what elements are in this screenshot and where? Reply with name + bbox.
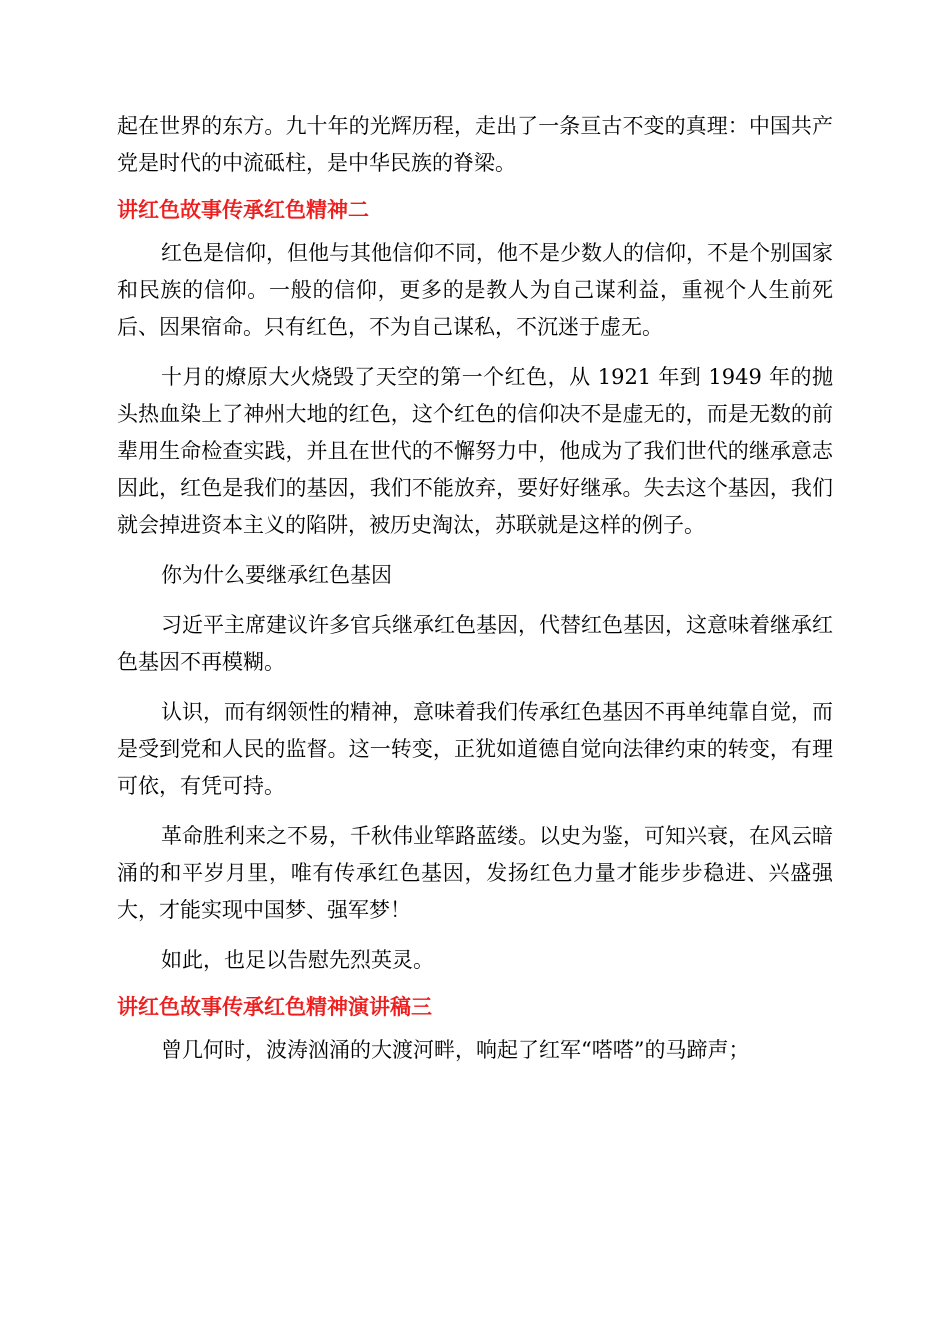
paragraph-comfort-martyrs: 如此，也足以告慰先烈英灵。 <box>161 948 434 972</box>
paragraph-xi-suggestion: 习近平主席建议许多官兵继承红色基因，代替红色基因，这意味着继承红色基因不再模糊。 <box>117 613 833 674</box>
document-body <box>117 108 833 1082</box>
section-heading-three: 讲红色故事传承红色精神演讲稿三 <box>117 995 432 1019</box>
paragraph-why-inherit: 你为什么要继承红色基因 <box>161 563 392 587</box>
paragraph-october-fire: 十月的燎原大火烧毁了天空的第一个红色，从 1921 年到 1949 年的抛头热血染上了神州大地的红色，这个红色的信仰决不是虚无的，而是无数的前辈用生命检查实践，并且在世代的不懈努力中，他成为了我们世代的继承意志因此，红色是我们的基因，我们不能放弃，要好好继承。失去这个基因，我们就会掉进资本主义的陷阱，被历史淘汰，苏联就是这样的例子。 <box>117 365 833 537</box>
paragraph-red-is-faith: 红色是信仰，但他与其他信仰不同，他不是少数人的信仰，不是个别国家和民族的信仰。一般的信仰，更多的是教人为自己谋利益，重视个人生前死后、因果宿命。只有红色，不为自己谋私，不沉迷于虚无。 <box>117 241 833 339</box>
paragraph-revolution-victory: 革命胜利来之不易，千秋伟业筚路蓝缕。以史为鉴，可知兴衰，在风云暗涌的和平岁月里，唯有传承红色基因，发扬红色力量才能步步稳进、兴盛强大，才能实现中国梦、强军梦！ <box>117 824 833 922</box>
section-heading-two: 讲红色故事传承红色精神二 <box>117 198 369 222</box>
paragraph-dadu-river: 曾几何时，波涛汹涌的大渡河畔，响起了红军“嗒嗒”的马蹄声； <box>161 1038 750 1062</box>
paragraph-understanding: 认识，而有纲领性的精神，意味着我们传承红色基因不再单纯靠自觉，而是受到党和人民的监督。这一转变，正犹如道德自觉向法律约束的转变，有理可依，有凭可持。 <box>117 700 833 798</box>
paragraph-intro-continuation: 起在世界的东方。九十年的光辉历程，走出了一条亘古不变的真理：中国共产党是时代的中流砥柱，是中华民族的脊梁。 <box>117 114 833 175</box>
